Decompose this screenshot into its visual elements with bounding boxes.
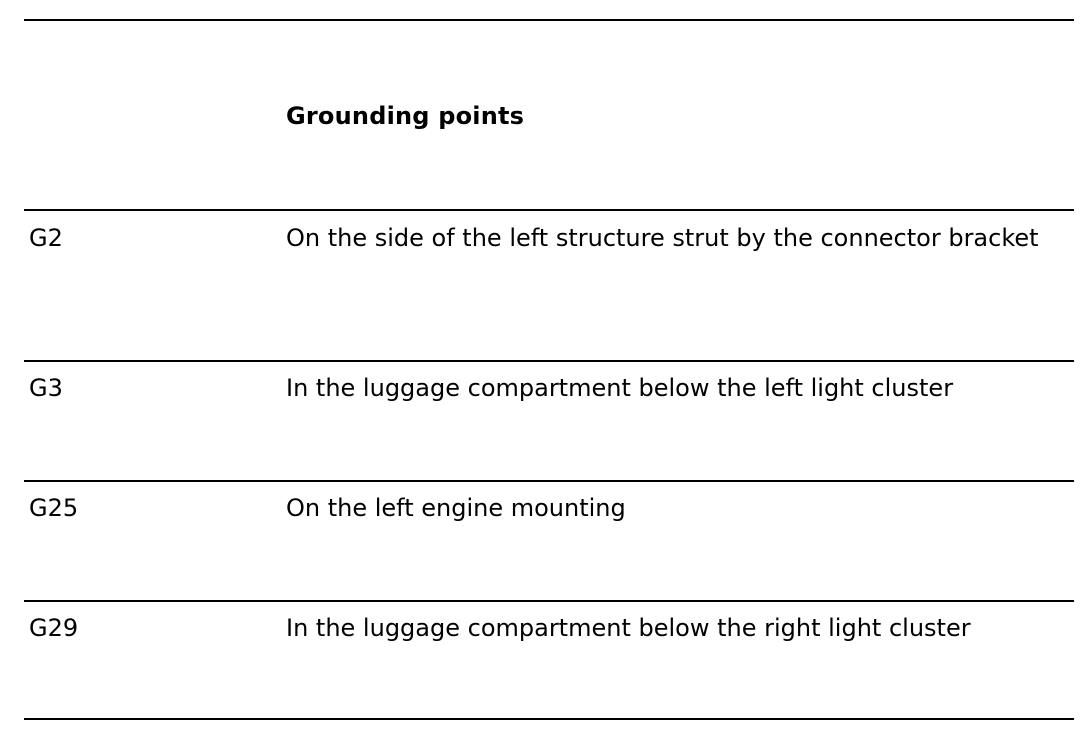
row-description-g29: In the luggage compartment below the right light cluster (286, 614, 971, 642)
row-divider (24, 480, 1074, 482)
grounding-points-table (24, 0, 1074, 736)
table-top-rule (24, 19, 1074, 21)
row-code-g29: G29 (29, 614, 79, 642)
table-header-title: Grounding points (286, 102, 525, 130)
row-code-g2: G2 (29, 224, 63, 252)
row-description-g2: On the side of the left structure strut by the connector bracket (286, 224, 1039, 252)
row-code-g3: G3 (29, 374, 63, 402)
row-description-g25: On the left engine mounting (286, 494, 626, 522)
row-description-g3: In the luggage compartment below the left light cluster (286, 374, 954, 402)
header-divider (24, 209, 1074, 211)
row-divider (24, 600, 1074, 602)
row-divider (24, 360, 1074, 362)
row-code-g25: G25 (29, 494, 79, 522)
table-bottom-rule (24, 718, 1074, 720)
